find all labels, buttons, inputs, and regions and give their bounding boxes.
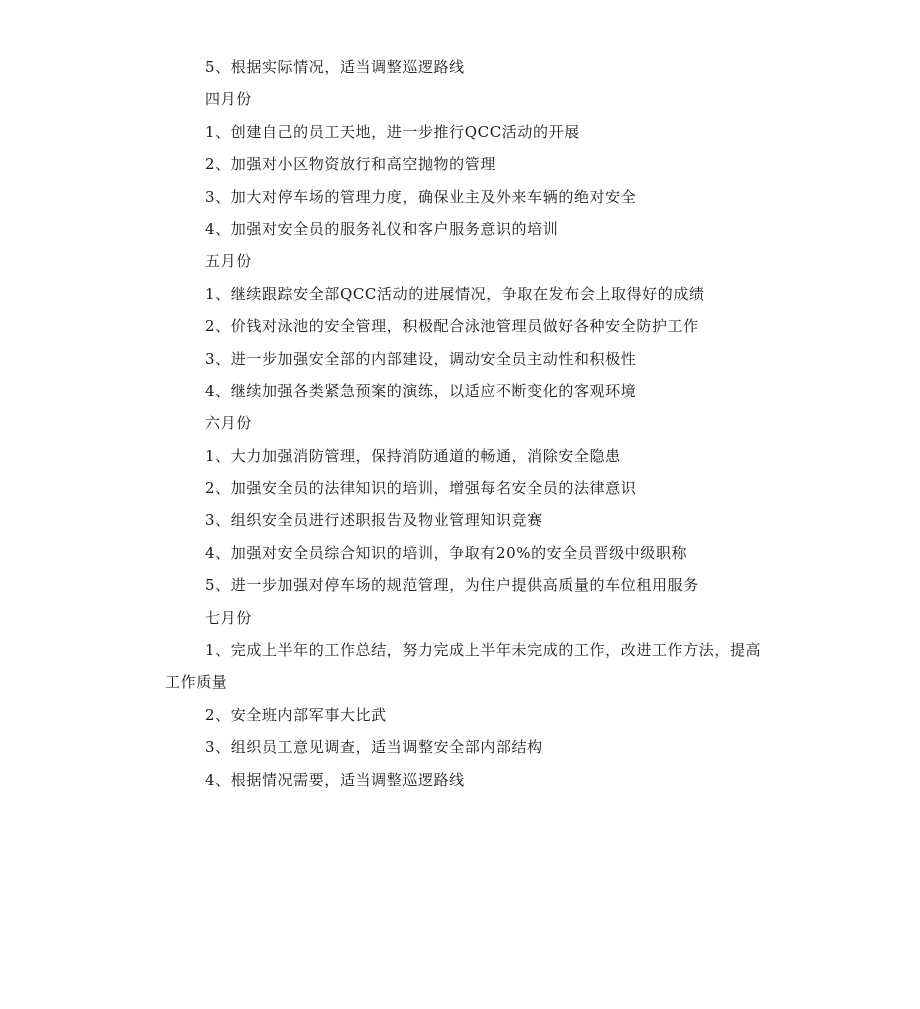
list-item: 3、加大对停车场的管理力度，确保业主及外来车辆的绝对安全: [205, 187, 637, 206]
month-heading-july: 七月份: [205, 608, 252, 627]
list-item: 3、组织安全员进行述职报告及物业管理知识竞赛: [205, 511, 543, 530]
document-body: [165, 51, 765, 796]
list-item: 1、继续跟踪安全部QCC活动的进展情况，争取在发布会上取得好的成绩: [205, 284, 705, 303]
list-item: 2、价钱对泳池的安全管理，积极配合泳池管理员做好各种安全防护工作: [205, 317, 699, 336]
list-item: 5、进一步加强对停车场的规范管理，为住户提供高质量的车位租用服务: [205, 576, 699, 595]
list-item: 3、进一步加强安全部的内部建设，调动安全员主动性和积极性: [205, 349, 637, 368]
list-item: 5、根据实际情况，适当调整巡逻路线: [205, 58, 465, 76]
month-heading-june: 六月份: [205, 414, 252, 433]
list-item: 1、创建自己的员工天地，进一步推行QCC活动的开展: [205, 122, 580, 141]
list-item: 3、组织员工意见调查，适当调整安全部内部结构: [205, 738, 543, 757]
list-item: 4、根据情况需要，适当调整巡逻路线: [205, 770, 465, 789]
month-heading-april: 四月份: [205, 90, 252, 109]
list-item: 4、加强对安全员综合知识的培训，争取有20%的安全员晋级中级职称: [205, 543, 688, 562]
list-item: 4、继续加强各类紧急预案的演练，以适应不断变化的客观环境: [205, 381, 637, 400]
list-item: 4、加强对安全员的服务礼仪和客户服务意识的培训: [205, 219, 559, 238]
month-heading-may: 五月份: [205, 252, 252, 271]
list-item: 2、加强对小区物资放行和高空抛物的管理: [205, 155, 496, 174]
list-item-wrapped: 1、完成上半年的工作总结，努力完成上半年未完成的工作，改进工作方法，提高工作质量: [165, 641, 762, 692]
list-item: 2、安全班内部军事大比武: [205, 705, 387, 724]
list-item: 1、大力加强消防管理，保持消防通道的畅通，消除安全隐患: [205, 446, 621, 465]
list-item: 2、加强安全员的法律知识的培训，增强每名安全员的法律意识: [205, 479, 637, 498]
